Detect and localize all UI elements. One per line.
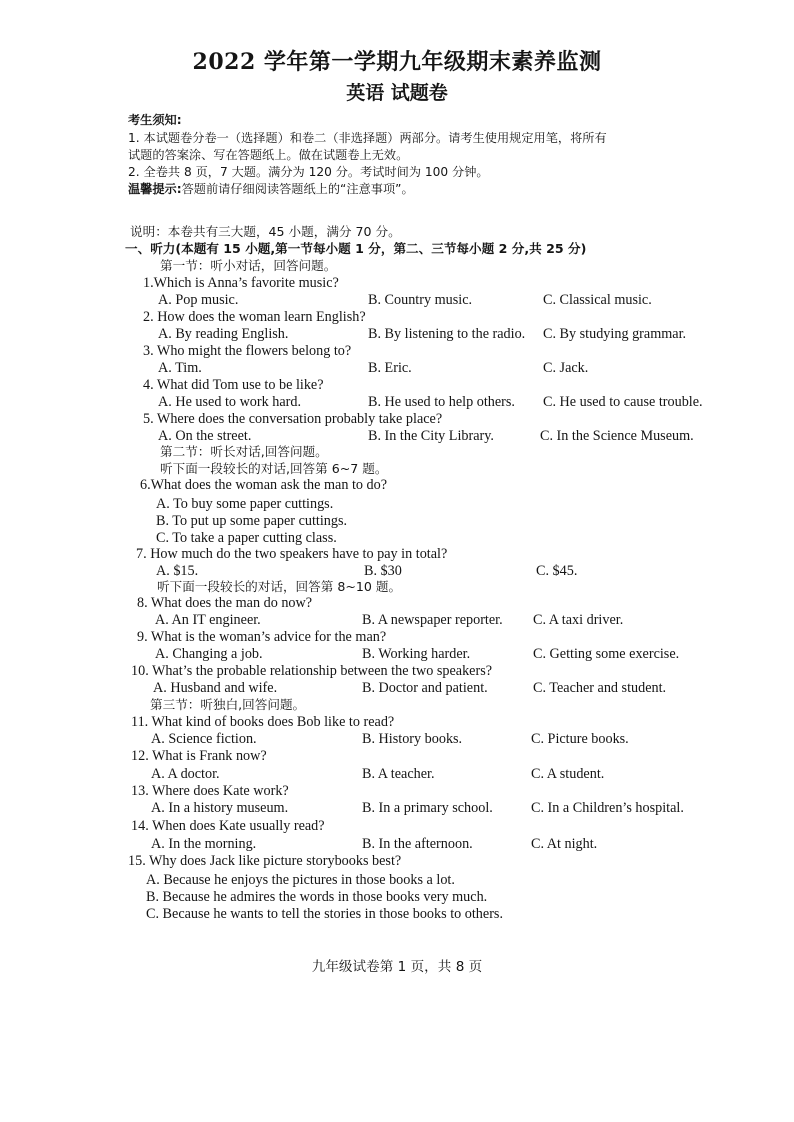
answer-option-b: B. Eric. [368,360,412,376]
answer-option-a: A. Science fiction. [151,731,257,747]
answer-option-c: C. Picture books. [531,731,629,747]
answer-option-b: B. History books. [362,731,463,747]
answer-option-a: A. Pop music. [158,292,239,308]
answer-option-b: B. To put up some paper cuttings. [156,513,348,529]
question-text: 2. How does the woman learn English? [143,309,366,325]
answer-option-a: A. On the street. [158,428,252,444]
section-heading: 一、听力(本题有 15 小题,第一节每小题 1 分，第二、三节每小题 2 分,共 25 分) [125,241,587,256]
answer-option-c: C. Jack. [543,360,589,376]
answer-option-b: B. A newspaper reporter. [362,612,503,628]
part-heading: 第二节：听长对话,回答问题。 [160,444,328,459]
notice-tip [128,181,728,197]
answer-option-a: A. Tim. [158,360,202,376]
answer-option-c: C. At night. [531,836,598,852]
notice-line: 试题的答案涂、写在答题纸上。做在试题卷上无效。 [128,148,409,162]
answer-option-c: C. Classical music. [543,292,652,308]
answer-option-a: A. He used to work hard. [158,394,302,410]
question-text: 12. What is Frank now? [131,748,267,764]
answer-option-b: B. In the afternoon. [362,836,473,852]
answer-option-c: C. $45. [536,563,578,579]
notice-line: 1. 本试题卷分卷一（选择题）和卷二（非选择题）两部分。请考生使用规定用笔，将所有 [128,131,607,145]
tip-text: 答题前请仔细阅读答题纸上的“注意事项”。 [181,182,414,196]
question-text: 10. What’s the probable relationship between the two speakers? [131,663,493,679]
answer-option-b: B. Working harder. [362,646,471,662]
question-text: 5. Where does the conversation probably take place? [143,411,443,427]
answer-option-c: C. He used to cause trouble. [543,394,703,410]
question-text: 1.Which is Anna’s favorite music? [143,275,339,291]
answer-option-a: A. A doctor. [151,766,220,782]
answer-option-a: A. In the morning. [151,836,257,852]
answer-option-c: C. To take a paper cutting class. [156,530,337,546]
answer-option-b: B. Country music. [368,292,473,308]
exam-title: 2022 学年第一学期九年级期末素养监测 [192,49,602,75]
answer-option-c: C. A taxi driver. [533,612,624,628]
notice-heading: 考生须知: [128,113,182,127]
answer-option-a: A. $15. [156,563,199,579]
notice-line: 2. 全卷共 8 页，7 大题。满分为 120 分。考试时间为 100 分钟。 [128,165,489,179]
part-instruction: 听下面一段较长的对话，回答第 8~10 题。 [157,579,402,594]
part-instruction: 听下面一段较长的对话,回答第 6~7 题。 [160,461,388,476]
answer-option-b: B. In a primary school. [362,800,493,816]
answer-option-a: A. Changing a job. [155,646,263,662]
answer-option-c: C. In the Science Museum. [540,428,694,444]
answer-option-a: A. Because he enjoys the pictures in those books a lot. [146,872,455,888]
answer-option-c: C. By studying grammar. [543,326,687,342]
answer-option-a: A. By reading English. [158,326,289,342]
answer-option-a: A. To buy some paper cuttings. [156,496,334,512]
answer-option-a: A. An IT engineer. [155,612,261,628]
answer-option-c: C. In a Children’s hospital. [531,800,684,816]
question-text: 13. Where does Kate work? [131,783,289,799]
answer-option-c: C. Teacher and student. [533,680,667,696]
question-text: 8. What does the man do now? [137,595,313,611]
answer-option-b: B. By listening to the radio. [368,326,526,342]
page-footer: 九年级试卷第 1 页，共 8 页 [311,959,483,975]
tip-label: 温馨提示: [128,182,182,196]
question-text: 4. What did Tom use to be like? [143,377,324,393]
exam-explanation: 说明：本卷共有三大题，45 小题，满分 70 分。 [130,224,401,239]
answer-option-b: B. $30 [364,563,402,579]
question-text: 6.What does the woman ask the man to do? [140,477,388,493]
answer-option-c: C. Getting some exercise. [533,646,680,662]
answer-option-a: A. In a history museum. [151,800,289,816]
question-text: 15. Why does Jack like picture storybooks best? [128,853,402,869]
question-text: 3. Who might the flowers belong to? [143,343,352,359]
question-text: 11. What kind of books does Bob like to read? [131,714,395,730]
exam-subtitle: 英语 试题卷 [346,82,448,104]
answer-option-b: B. A teacher. [362,766,435,782]
question-text: 14. When does Kate usually read? [131,818,325,834]
part-heading: 第一节：听小对话，回答问题。 [160,258,337,273]
answer-option-a: A. Husband and wife. [153,680,278,696]
question-text: 7. How much do the two speakers have to pay in total? [136,546,448,562]
answer-option-b: B. Because he admires the words in those books very much. [146,889,488,905]
question-text: 9. What is the woman’s advice for the man? [137,629,387,645]
part-heading: 第三节：听独白,回答问题。 [150,697,306,712]
answer-option-c: C. A student. [531,766,605,782]
answer-option-b: B. In the City Library. [368,428,494,444]
answer-option-c: C. Because he wants to tell the stories in those books to others. [146,906,503,922]
answer-option-b: B. Doctor and patient. [362,680,488,696]
answer-option-b: B. He used to help others. [368,394,515,410]
